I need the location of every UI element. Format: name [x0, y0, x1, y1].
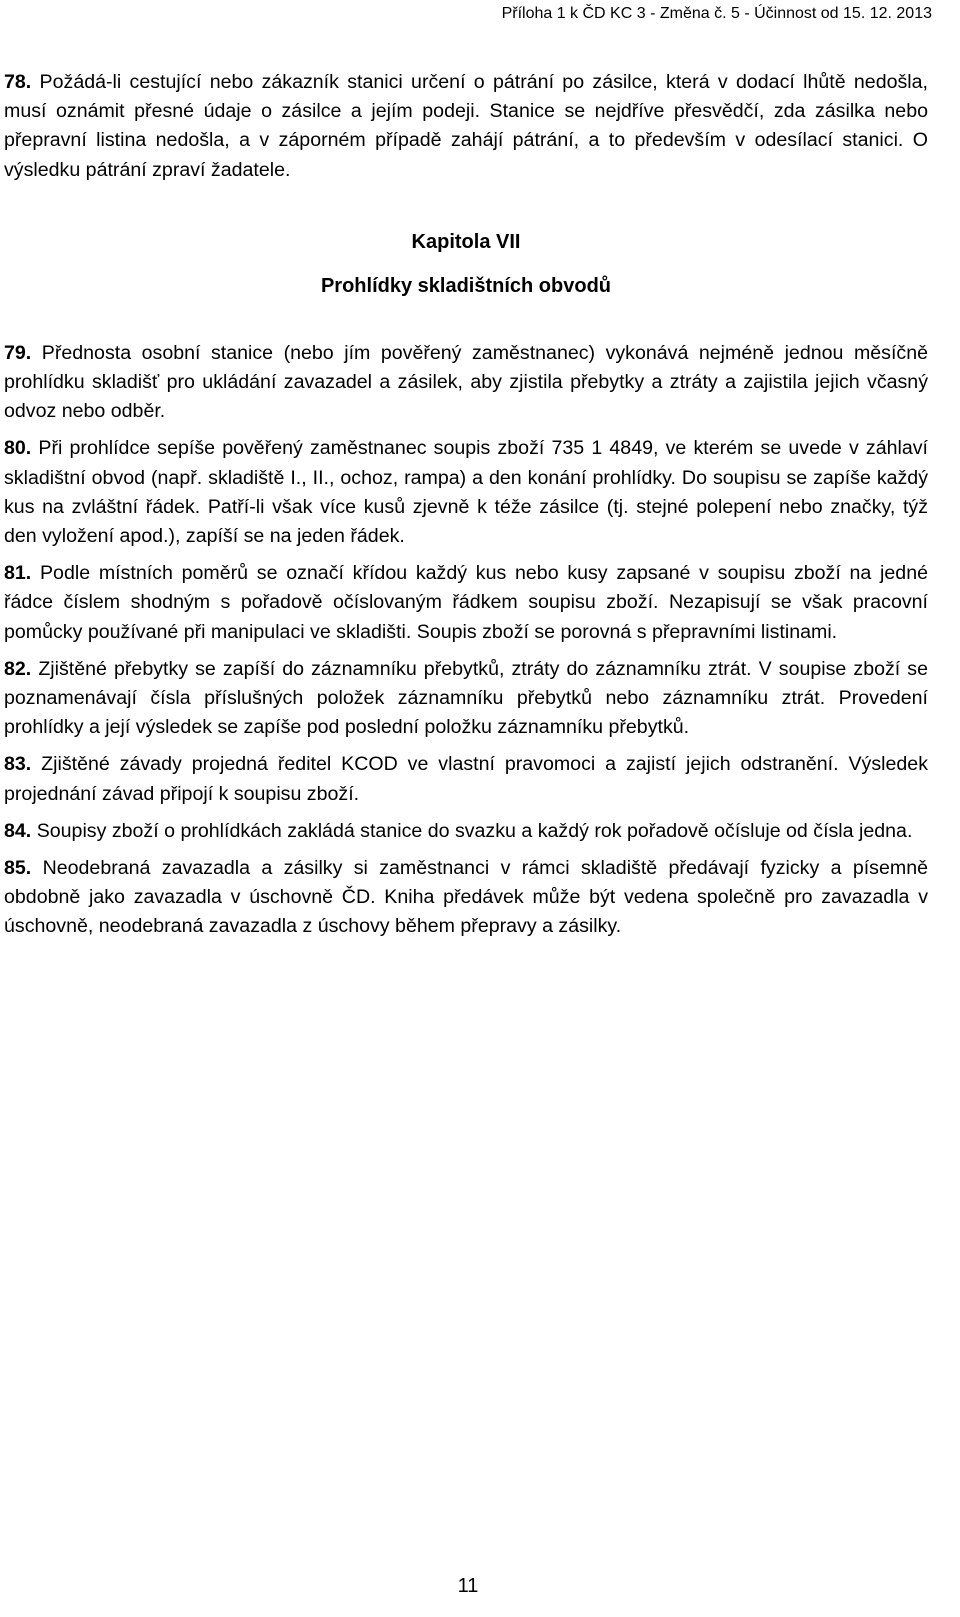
paragraph-79 — [4, 339, 928, 427]
paragraph-82 — [4, 655, 928, 743]
chapter-title: Kapitola VII — [411, 230, 521, 253]
page-header: Příloha 1 k ČD KC 3 - Změna č. 5 - Účinnost od 15. 12. 2013 — [501, 5, 932, 22]
paragraph-84 — [4, 817, 928, 846]
page-number: 11 — [457, 1575, 479, 1597]
paragraph-number: 81. — [4, 562, 32, 585]
paragraph-text: Podle místních poměrů se označí křídou každý kus nebo kusy zapsané v soupisu zboží na jedné řádce číslem shodným s pořadově očíslovaným řádkem soupisu zboží. Nezapisují se však pracovní pomůcky používané při manipulaci ve skladišti. Soupis zboží se porovná s přepravními listinami. — [4, 562, 928, 643]
paragraph-83 — [4, 750, 928, 808]
paragraph-78 — [4, 68, 928, 185]
paragraph-number: 80. — [4, 437, 32, 460]
paragraph-number: 83. — [4, 753, 32, 776]
paragraph-text: Přednosta osobní stanice (nebo jím pověřený zaměstnanec) vykonává nejméně jednou měsíčně prohlídku skladišť pro ukládání zavazadel a zásilek, aby zjistila přebytky a ztráty a zajistila jejich včasný odvoz nebo odběr. — [4, 341, 928, 423]
document-body — [4, 68, 928, 950]
paragraph-text: Zjištěné přebytky se zapíší do záznamníku přebytků, ztráty do záznamníku ztrát. V soupise zboží se poznamenávají čísla příslušných položek záznamníku přebytků nebo záznamníku ztrát. Provedení prohlídky a její výsledek se zapíše pod poslední položku záznamníku přebytků. — [4, 657, 928, 739]
paragraph-number: 79. — [4, 341, 32, 364]
paragraph-number: 82. — [4, 657, 32, 680]
chapter-subtitle: Prohlídky skladištních obvodů — [320, 274, 612, 297]
paragraph-number: 84. — [4, 819, 32, 842]
paragraph-text: Soupisy zboží o prohlídkách zakládá stanice do svazku a každý rok pořadově očísluje od čísla jedna. — [31, 819, 913, 842]
paragraph-number: 85. — [4, 857, 32, 880]
paragraph-text: Neodebraná zavazadla a zásilky si zaměstnanci v rámci skladiště předávají fyzicky a písemně obdobně jako zavazadla v úschovně ČD. Kniha předávek může být vedena společně pro zavazadla v úschovně, neodebraná zavazadla z úschovy během přepravy a zásilky. — [4, 857, 928, 938]
paragraph-text: Při prohlídce sepíše pověřený zaměstnanec soupis zboží 735 1 4849, ve kterém se uvede v záhlaví skladištní obvod (např. skladiště I., II., ochoz, rampa) a den konání prohlídky. Do soupisu se zapíše každý kus na zvláštní řádek. Patří-li však více kusů zjevně k téže zásilce (tj. stejné polepení nebo značky, týž den vyložení apod.), zapíší se na jeden řádek. — [4, 437, 928, 548]
paragraph-text: Požádá-li cestující nebo zákazník stanici určení o pátrání po zásilce, která v dodací lhůtě nedošla, musí oznámit přesné údaje o zásilce a jejím podeji. Stanice se nejdříve přesvědčí, zda zásilka nebo přepravní listina nedošla, a v záporném případě zahájí pátrání, a to především v odesílací stanici. O výsledku pátrání zpraví žadatele. — [4, 71, 928, 181]
paragraph-number: 78. — [4, 71, 32, 93]
paragraph-80 — [4, 434, 928, 551]
paragraph-81 — [4, 559, 928, 647]
paragraph-text: Zjištěné závady projedná ředitel KCOD ve vlastní pravomoci a zajistí jejich odstranění. Výsledek projednání závad připojí k soupisu zboží. — [4, 753, 928, 805]
paragraph-85 — [4, 854, 928, 942]
